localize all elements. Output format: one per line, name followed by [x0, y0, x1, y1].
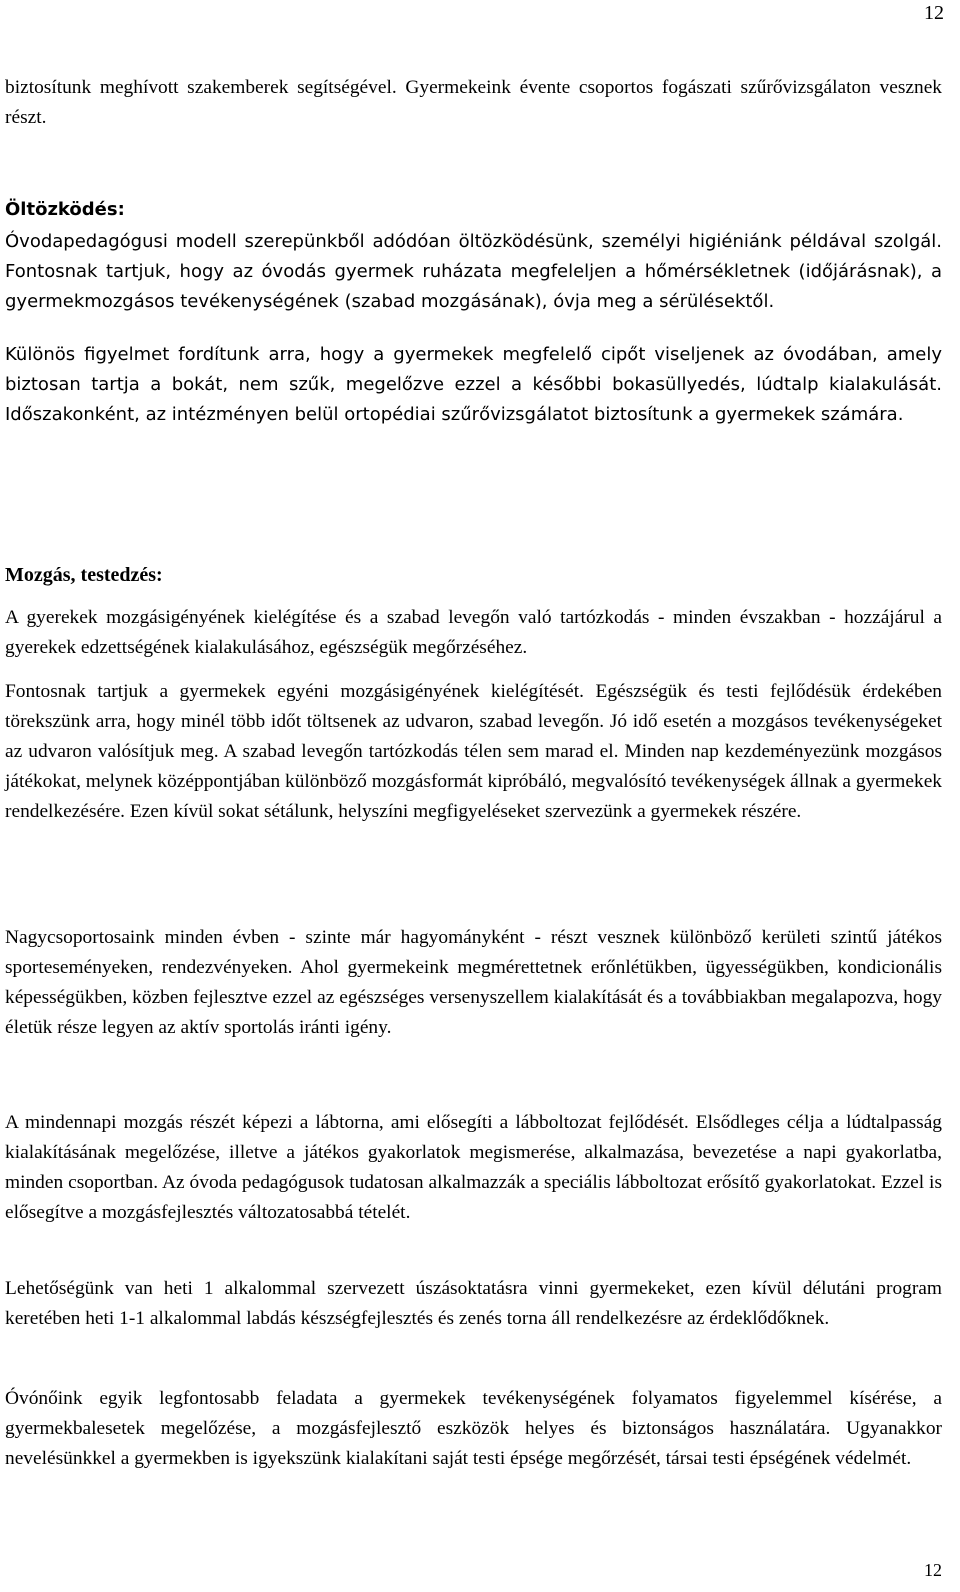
- dressing-paragraph-1: Óvodapedagógusi modell szerepünkből adódóan öltözködésünk, személyi higiéniánk példával szolgál. Fontosnak tartjuk, hogy az óvodás gyermek ruházata megfeleljen a hőmérsékletnek (időjárásnak), a gyermekmozgásos tevékenységének (szabad mozgásának), óvja meg a sérülésektől.: [5, 231, 942, 312]
- movement-paragraph-5: Lehetőségünk van heti 1 alkalommal szervezett úszásoktatásra vinni gyermekeket, ezen kívül délutáni program keretében heti 1-1 alkalommal labdás készségfejlesztés és zenés torna áll rendelkezésre az érdeklődőknek.: [5, 1278, 942, 1329]
- intro-paragraph: biztosítunk meghívott szakemberek segítségével. Gyermekeink évente csoportos fogászati szűrővizsgálaton vesznek részt.: [5, 77, 942, 128]
- section-heading-dressing: Öltözködés:: [5, 199, 125, 220]
- movement-paragraph-2: Fontosnak tartjuk a gyermekek egyéni mozgásigényének kielégítését. Egészségük és testi fejlődésük érdekében törekszünk arra, hogy minél több időt töltsenek az udvaron, szabad levegőn. Jó idő esetén a mozgásos tevékenységeket az udvaron valósítjuk meg. A szabad levegőn tartózkodás télen sem marad el. Minden nap kezdeményezünk mozgásos játékokat, melynek középpontjában különböző mozgásformát kipróbáló, megvalósító tevékenységek állnak a gyermekek rendelkezésére. Ezen kívül sokat sétálunk, helyszíni megfigyeléseket szervezünk a gyermekek részére.: [5, 681, 942, 822]
- section-heading-movement: Mozgás, testedzés:: [5, 564, 163, 586]
- movement-paragraph-3: Nagycsoportosaink minden évben - szinte már hagyományként - részt vesznek különböző kerületi szintű játékos sporteseményeken, rendezvényeken. Ahol gyermekeink megmérettetnek erőnlétükben, ügyességükben, kondicionális képességükben, közben fejlesztve ezzel az egészséges versenyszellem kialakítását és a továbbiakban megalapozva, hogy életük része legyen az aktív sportolás iránti igény.: [5, 927, 942, 1038]
- movement-paragraph-6: Óvónőink egyik legfontosabb feladata a gyermekek tevékenységének folyamatos figyelemmel kísérése, a gyermekbalesetek megelőzése, a mozgásfejlesztő eszközök helyes és biztonságos használatára. Ugyanakkor nevelésünkkel a gyermekben is igyekszünk kialakítani saját testi épsége megőrzését, társai testi épségének védelmét.: [5, 1388, 942, 1469]
- movement-paragraph-1: A gyerekek mozgásigényének kielégítése és a szabad levegőn való tartózkodás - minden évszakban - hozzájárul a gyerekek edzettségének kialakulásához, egészségük megőrzéséhez.: [5, 607, 942, 658]
- page-number-bottom: 12: [924, 1560, 942, 1580]
- page-number-top: 12: [924, 2, 944, 24]
- dressing-paragraph-2: Különös figyelmet fordítunk arra, hogy a gyermekek megfelelő cipőt viseljenek az óvodában, amely biztosan tartja a bokát, nem szűk, megelőzve ezzel a későbbi bokasüllyedés, lúdtalp kialakulását. Időszakonként, az intézményen belül ortopédiai szűrővizsgálatot biztosítunk a gyermekek számára.: [5, 344, 942, 425]
- movement-paragraph-4: A mindennapi mozgás részét képezi a lábtorna, ami elősegíti a lábboltozat fejlődését. Elsődleges célja a lúdtalpasság kialakításának megelőzése, illetve a játékos gyakorlatok megismerése, alkalmazása, bevezetése a napi gyakorlatba, minden csoportban. Az óvoda pedagógusok tudatosan alkalmazzák a speciális lábboltozat erősítő gyakorlatokat. Ezzel is elősegítve a mozgásfejlesztés változatosabbá tételét.: [5, 1112, 942, 1223]
